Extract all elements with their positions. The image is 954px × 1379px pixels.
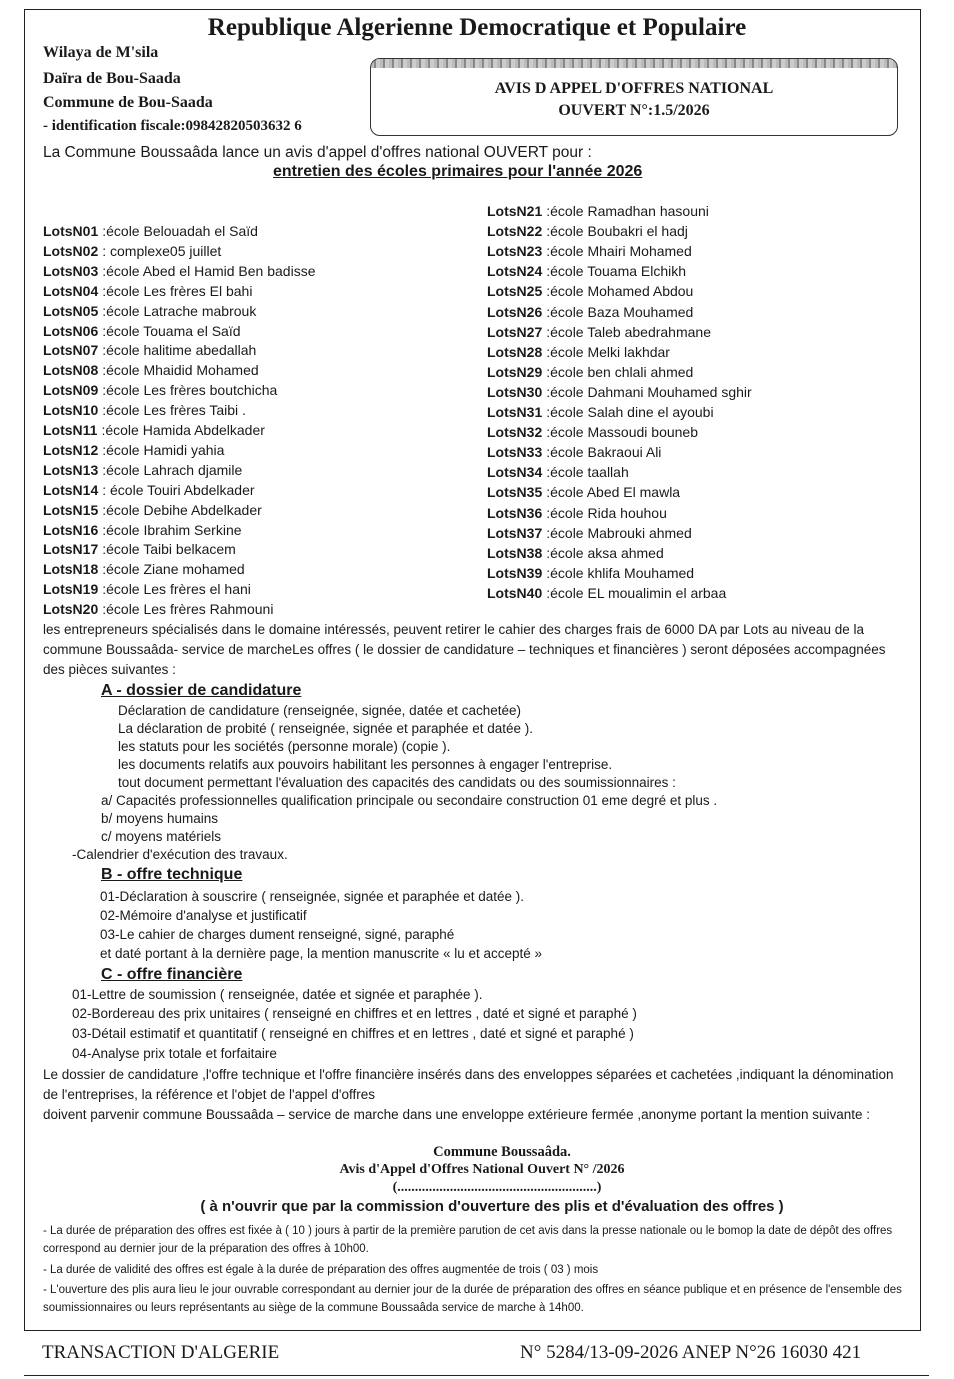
lot-row xyxy=(487,223,688,239)
lot-number: LotsN15 xyxy=(43,501,99,518)
lot-row xyxy=(487,404,714,420)
lot-school: :école Massoudi bouneb xyxy=(546,424,699,441)
lot-school: :école Rida houhou xyxy=(546,504,667,521)
lot-school: :école Salah dine el ayoubi xyxy=(546,404,714,420)
lot-school: :école Touama Elchikh xyxy=(546,263,687,280)
lot-row xyxy=(487,243,692,259)
lot-school: :école Les frères boutchicha xyxy=(102,382,278,399)
section-a-item: les documents relatifs aux pouvoirs habilitant les personnes à engager l'entreprise. xyxy=(118,757,613,772)
lot-row xyxy=(487,464,629,480)
section-c-title: C - offre financière xyxy=(101,966,243,983)
section-a-title: A - dossier de candidature xyxy=(101,682,302,699)
lot-row xyxy=(487,263,686,279)
lot-school: :école Ibrahim Serkine xyxy=(102,521,242,538)
lot-school: :école Les frères Taibi . xyxy=(102,402,246,419)
conditions-text: les entrepreneurs spécialisés dans le domaine intéressés, peuvent retirer le cahier des charges frais de 6000 DA par Lots au niveau de la commune Boussaâda- service de marcheLes offres ( le dossier de candidature – techniques et financières ) seront déposées accompagnées des pièces suivantes : xyxy=(43,622,886,677)
lot-number: LotsN27 xyxy=(487,323,543,340)
lot-number: LotsN16 xyxy=(43,521,99,538)
lot-school: :école Hamida Abdelkader xyxy=(101,422,265,438)
lot-school: :école Boubakri el hadj xyxy=(546,223,688,240)
lot-row xyxy=(487,444,661,460)
section-a-item: tout document permettant l'évaluation des capacités des candidats ou des soumissionnaires : xyxy=(118,775,676,790)
section-b-item: 02-Mémoire d'analyse et justificatif xyxy=(100,908,307,923)
lot-row xyxy=(43,243,221,259)
lot-number: LotsN40 xyxy=(487,584,543,601)
lot-row xyxy=(487,283,693,299)
note-opening: - L'ouverture des plis aura lieu le jour ouvrable correspondant au dernier jour de la durée de préparation des offres en séance publique et en présence de l'ensemble des soumissionnaires ou leurs représentants au siège de la commune Boussaâda service de marche à 14h00. xyxy=(43,1284,902,1314)
lot-school: :école Taibi belkacem xyxy=(102,541,236,558)
lot-number: LotsN29 xyxy=(487,363,543,380)
lot-number: LotsN12 xyxy=(43,441,99,458)
section-a-item: Déclaration de candidature (renseignée, signée, datée et cachetée) xyxy=(118,703,522,718)
lot-row xyxy=(43,442,224,458)
lot-school: :école Les frères El bahi xyxy=(102,282,253,299)
lot-number: LotsN38 xyxy=(487,544,543,561)
lot-school: :école Lahrach djamile xyxy=(102,461,243,478)
daira-line: Daïra de Bou-Saada xyxy=(43,70,181,87)
envelope-text: Le dossier de candidature ,l'offre technique et l'offre financière insérés dans des enveloppes séparées et cachetées ,indiquant la dénomination de l'entreprises, la référence et l'objet de l'appel d'offres xyxy=(43,1067,894,1102)
lot-school: :école Mhairi Mohamed xyxy=(546,243,692,260)
lot-number: LotsN17 xyxy=(43,541,99,558)
lot-number: LotsN03 xyxy=(43,262,99,279)
lot-number: LotsN23 xyxy=(487,243,543,260)
section-b-title: B - offre technique xyxy=(101,866,243,883)
lot-row xyxy=(43,482,255,498)
lot-number: LotsN26 xyxy=(487,303,543,320)
lot-school: :école Hamidi yahia xyxy=(102,441,225,458)
footer-publication: TRANSACTION D'ALGERIE xyxy=(42,1342,280,1363)
lot-school: : complexe05 juillet xyxy=(102,242,222,259)
lot-row xyxy=(43,402,246,418)
lot-row xyxy=(43,362,259,378)
note-validity: - La durée de validité des offres est égale à la durée de préparation des offres augmentée de trois ( 03 ) mois xyxy=(43,1264,599,1276)
mention-commune: Commune Boussaâda. xyxy=(433,1144,571,1160)
lot-number: LotsN19 xyxy=(43,581,99,598)
lot-row xyxy=(487,585,726,601)
lot-row xyxy=(43,541,236,557)
commune-line: Commune de Bou-Saada xyxy=(43,94,213,111)
lot-number: LotsN14 xyxy=(43,481,99,498)
lot-school: :école Debihe Abdelkader xyxy=(102,501,262,518)
lot-row xyxy=(487,324,711,340)
lot-school: : école Touiri Abdelkader xyxy=(102,481,255,498)
lot-row xyxy=(487,364,693,380)
lot-number: LotsN02 xyxy=(43,242,99,259)
lot-number: LotsN18 xyxy=(43,561,99,578)
lot-row xyxy=(487,304,693,320)
lot-school: :école Abed el Hamid Ben badisse xyxy=(102,262,316,279)
lot-school: :école Ziane mohamed xyxy=(102,561,245,578)
lot-row xyxy=(43,303,256,319)
lot-school: :école halitime abedallah xyxy=(102,342,257,359)
lot-number: LotsN05 xyxy=(43,302,99,319)
lot-row xyxy=(487,525,692,541)
avis-box-bar xyxy=(371,59,897,68)
lot-row xyxy=(43,323,241,339)
lot-number: LotsN21 xyxy=(487,203,543,219)
mention-avis: Avis d'Appel d'Offres National Ouvert N° /2026 xyxy=(339,1162,625,1177)
mention-warning: ( à n'ouvrir que par la commission d'ouverture des plis et d'évaluation des offres ) xyxy=(200,1198,784,1215)
section-a-item: les statuts pour les sociétés (personne morale) (copie ). xyxy=(118,739,451,754)
lot-school: :école Abed El mawla xyxy=(546,484,681,501)
lot-number: LotsN34 xyxy=(487,464,543,481)
lot-number: LotsN33 xyxy=(487,444,543,461)
lot-number: LotsN11 xyxy=(43,422,98,438)
lot-row xyxy=(43,561,245,577)
lot-row xyxy=(487,565,694,581)
lot-school: :école Taleb abedrahmane xyxy=(546,323,711,340)
lot-school: :école EL moualimin el arbaa xyxy=(546,584,727,601)
lot-number: LotsN30 xyxy=(487,383,543,400)
lot-school: :école ben chlali ahmed xyxy=(546,363,694,380)
lot-number: LotsN32 xyxy=(487,424,543,441)
lot-row xyxy=(43,522,242,538)
intro-text: La Commune Boussaâda lance un avis d'appel d'offres national OUVERT pour : xyxy=(43,144,592,161)
lot-row xyxy=(487,545,664,561)
section-a-sub-b: b/ moyens humains xyxy=(101,811,219,826)
section-b-item: 03-Le cahier de charges dument renseigné, signé, paraphé xyxy=(100,927,455,942)
lot-row xyxy=(43,223,258,239)
lot-row xyxy=(43,283,252,299)
lot-row xyxy=(43,601,273,617)
lot-school: :école Ramadhan hasouni xyxy=(546,203,709,219)
lot-school: :école Les frères el hani xyxy=(102,581,251,598)
lot-row xyxy=(487,484,680,500)
lot-row xyxy=(43,263,315,279)
section-a-sub-a: a/ Capacités professionnelles qualification principale ou secondaire construction 01 eme degré et plus . xyxy=(101,793,718,808)
section-a-item: La déclaration de probité ( renseignée, signée et paraphée et datée ). xyxy=(118,721,534,736)
lot-row xyxy=(487,384,752,400)
lot-number: LotsN07 xyxy=(43,342,99,359)
lot-number: LotsN10 xyxy=(43,402,99,419)
section-c-item: 02-Bordereau des prix unitaires ( renseigné en chiffres et en lettres , daté et signé et paraphé ) xyxy=(72,1006,637,1021)
lot-number: LotsN39 xyxy=(487,564,543,581)
envelope-text-2: doivent parvenir commune Boussaâda – service de marche dans une enveloppe extérieure fermée ,anonyme portant la mention suivante : xyxy=(43,1107,870,1122)
note-duration: - La durée de préparation des offres est fixée à ( 10 ) jours à partir de la première parution de cet avis dans la presse nationale ou le bomop la date de dépôt des offres correspond au dernier jour de la préparation des offres à 10h00. xyxy=(43,1225,893,1255)
lot-number: LotsN31 xyxy=(487,404,543,420)
lot-school: :école Mohamed Abdou xyxy=(546,283,694,300)
footer-reference: N° 5284/13-09-2026 ANEP N°26 16030 421 xyxy=(520,1342,862,1363)
avis-number: OUVERT N°:1.5/2026 xyxy=(558,102,710,119)
mention-dots: (.........................................................) xyxy=(392,1180,602,1195)
section-c-item: 01-Lettre de soumission ( renseignée, datée et signée et paraphée ). xyxy=(72,987,483,1002)
section-c-item: 03-Détail estimatif et quantitatif ( renseigné en chiffres et en lettres , daté et signé et paraphé ) xyxy=(72,1026,634,1041)
lot-number: LotsN01 xyxy=(43,223,99,239)
lot-school: :école Touama el Saïd xyxy=(102,322,241,339)
lot-row xyxy=(43,422,265,438)
section-c-item: 04-Analyse prix totale et forfaitaire xyxy=(72,1046,277,1061)
lot-number: LotsN28 xyxy=(487,343,543,360)
section-a-sub-c: c/ moyens matériels xyxy=(101,829,222,844)
lot-school: :école Les frères Rahmouni xyxy=(102,601,274,618)
lot-school: :école Mhaidid Mohamed xyxy=(102,362,259,379)
lot-number: LotsN24 xyxy=(487,263,543,280)
lot-number: LotsN06 xyxy=(43,322,99,339)
lot-row xyxy=(487,344,670,360)
lot-row xyxy=(487,203,709,219)
lot-row xyxy=(43,382,277,398)
lot-school: :école Bakraoui Ali xyxy=(546,444,662,461)
lot-number: LotsN04 xyxy=(43,282,99,299)
fiscal-id-line: - identification fiscale:09842820503632 6 xyxy=(43,118,302,134)
avis-title: AVIS D APPEL D'OFFRES NATIONAL xyxy=(494,80,774,97)
lot-row xyxy=(43,581,251,597)
footer-rule xyxy=(24,1375,929,1376)
lot-row xyxy=(487,424,698,440)
lot-number: LotsN25 xyxy=(487,283,543,300)
lot-row xyxy=(43,502,262,518)
calendar-line: -Calendrier d'exécution des travaux. xyxy=(72,847,288,862)
lot-number: LotsN09 xyxy=(43,382,99,399)
lot-number: LotsN13 xyxy=(43,461,99,478)
lot-number: LotsN20 xyxy=(43,601,99,618)
lot-number: LotsN08 xyxy=(43,362,99,379)
lot-row xyxy=(43,342,256,358)
lot-school: :école aksa ahmed xyxy=(546,544,664,561)
section-b-item: et daté portant à la dernière page, la mention manuscrite « lu et accepté » xyxy=(100,946,543,961)
lot-school: :école Mabrouki ahmed xyxy=(546,524,692,541)
lot-school: :école Melki lakhdar xyxy=(546,343,670,360)
avis-box xyxy=(370,58,898,136)
lot-school: :école Dahmani Mouhamed sghir xyxy=(546,383,752,400)
lot-school: :école khlifa Mouhamed xyxy=(546,564,695,581)
subject-title: entretien des écoles primaires pour l'année 2026 xyxy=(273,163,643,180)
section-b-item: 01-Déclaration à souscrire ( renseignée, signée et paraphée et datée ). xyxy=(100,889,525,904)
lot-number: LotsN22 xyxy=(487,223,543,240)
lot-school: :école Baza Mouhamed xyxy=(546,303,694,320)
lot-school: :école taallah xyxy=(546,464,629,481)
lot-row xyxy=(43,462,242,478)
republic-title: Republique Algerienne Democratique et Populaire xyxy=(207,14,747,41)
lot-number: LotsN37 xyxy=(487,524,543,541)
lot-number: LotsN35 xyxy=(487,484,543,501)
lot-row xyxy=(487,505,667,521)
wilaya-line: Wilaya de M'sila xyxy=(43,44,159,61)
lot-school: :école Latrache mabrouk xyxy=(102,302,257,319)
lot-school: :école Belouadah el Saïd xyxy=(102,223,258,239)
lot-number: LotsN36 xyxy=(487,504,543,521)
